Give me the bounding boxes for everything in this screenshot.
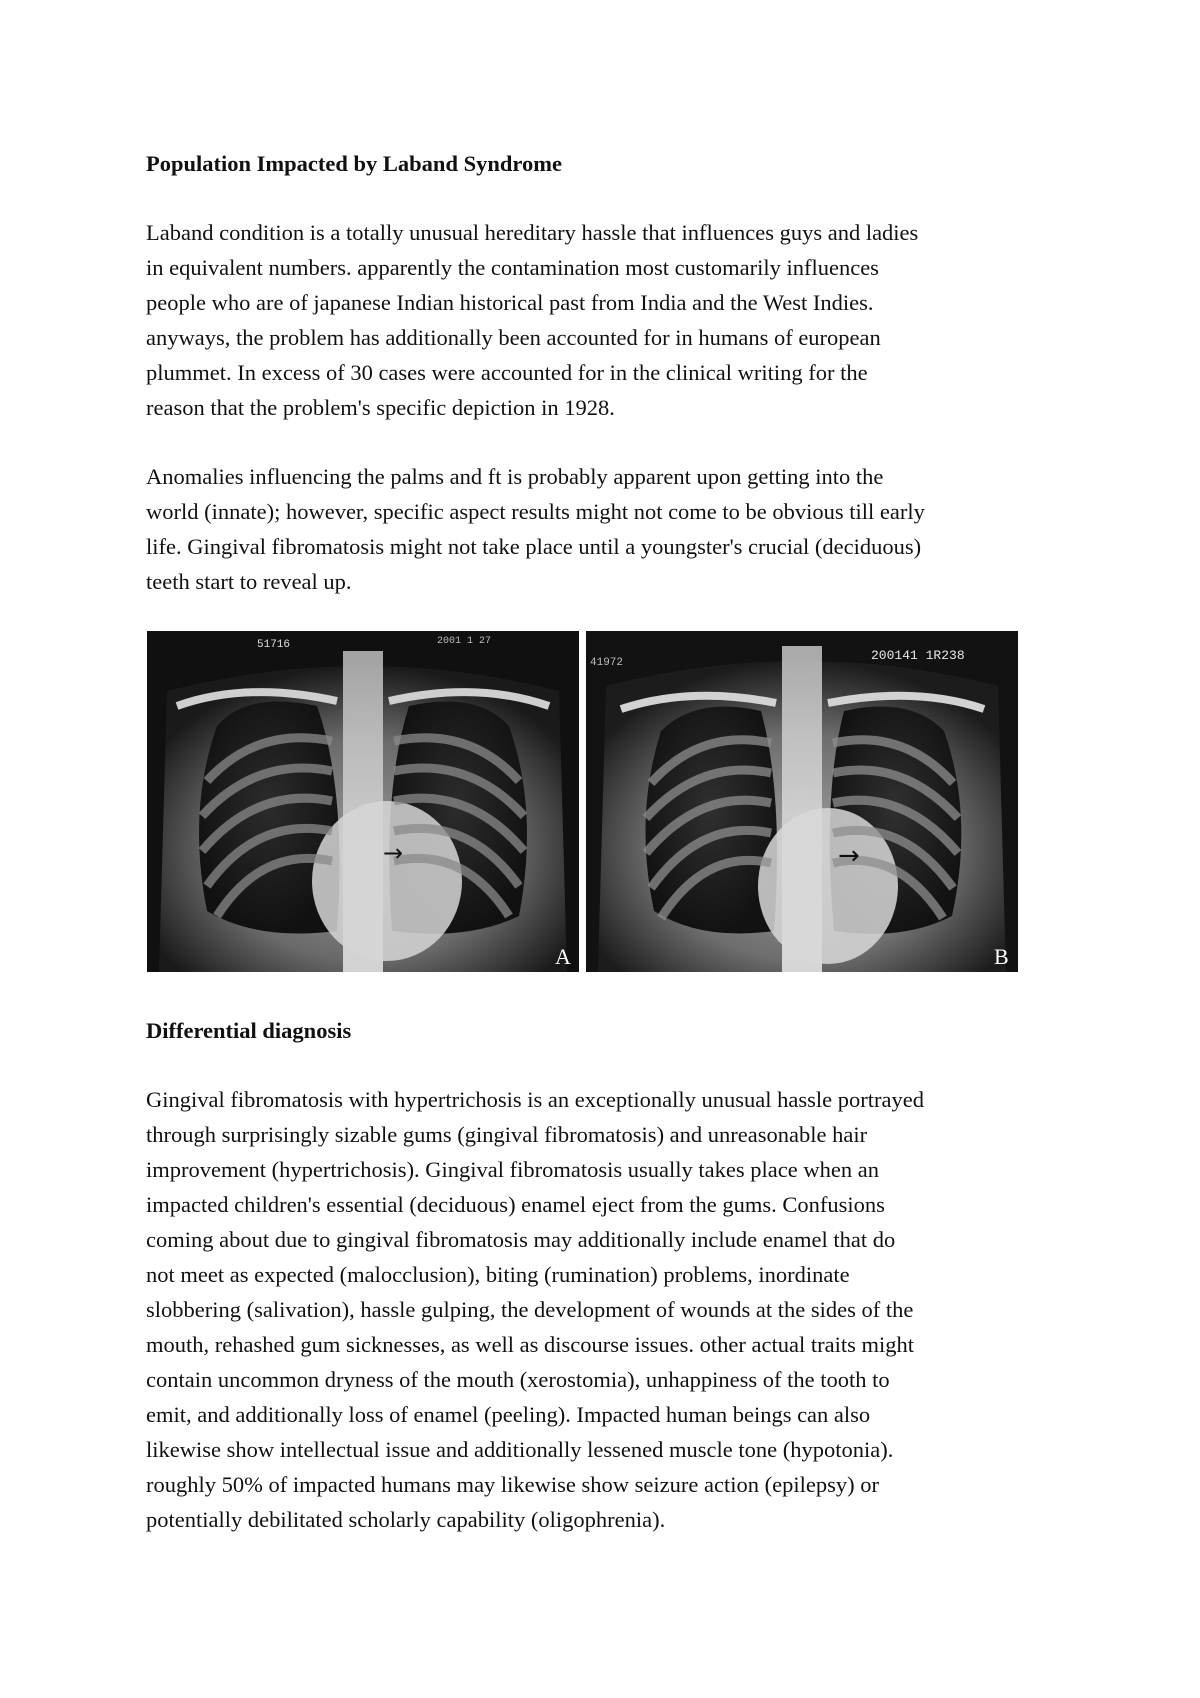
paragraph-differential-diagnosis	[146, 1082, 1066, 1537]
text-line: teeth start to reveal up.	[146, 569, 352, 594]
xray-a-arrow-icon: →	[383, 839, 404, 867]
section-heading-differential-diagnosis: Differential diagnosis	[146, 1018, 352, 1043]
text-line: Laband condition is a totally unusual hereditary hassle that influences guys and ladies	[146, 220, 919, 245]
xray-b-stamp-left: 41972	[590, 657, 624, 669]
text-line: emit, and additionally loss of enamel (peeling). Impacted human beings can also	[146, 1402, 871, 1427]
text-line: slobbering (salivation), hassle gulping, the development of wounds at the sides of the	[146, 1297, 914, 1322]
paragraph-anomalies	[146, 459, 1066, 599]
text-line: anyways, the problem has additionally been accounted for in humans of european	[146, 325, 881, 350]
text-line: mouth, rehashed gum sicknesses, as well as discourse issues. other actual traits might	[146, 1332, 914, 1357]
section-heading-population: Population Impacted by Laband Syndrome	[146, 151, 562, 176]
xray-b-label: B	[994, 944, 1009, 969]
text-line: reason that the problem's specific depiction in 1928.	[146, 395, 615, 420]
text-line: in equivalent numbers. apparently the contamination most customarily influences	[146, 255, 879, 280]
xray-b-arrow-icon: →	[838, 841, 860, 871]
xray-a-stamp-left: 51716	[257, 639, 291, 651]
text-line: life. Gingival fibromatosis might not take place until a youngster's crucial (deciduous)	[146, 534, 922, 559]
text-line: roughly 50% of impacted humans may likewise show seizure action (epilepsy) or	[146, 1472, 879, 1497]
text-line: coming about due to gingival fibromatosis may additionally include enamel that do	[146, 1227, 896, 1252]
text-line: improvement (hypertrichosis). Gingival fibromatosis usually takes place when an	[146, 1157, 879, 1182]
xray-image-b	[586, 631, 1018, 972]
text-line: world (innate); however, specific aspect results might not come to be obvious till early	[146, 499, 925, 524]
text-line: impacted children's essential (deciduous) enamel eject from the gums. Confusions	[146, 1192, 885, 1217]
paragraph-population-intro	[146, 215, 1066, 425]
text-line: Gingival fibromatosis with hypertrichosis is an exceptionally unusual hassle portrayed	[146, 1087, 924, 1112]
text-line: contain uncommon dryness of the mouth (xerostomia), unhappiness of the tooth to	[146, 1367, 890, 1392]
text-line: not meet as expected (malocclusion), biting (rumination) problems, inordinate	[146, 1262, 850, 1287]
text-line: through surprisingly sizable gums (gingival fibromatosis) and unreasonable hair	[146, 1122, 868, 1147]
text-line: people who are of japanese Indian historical past from India and the West Indies.	[146, 290, 874, 315]
text-line: plummet. In excess of 30 cases were accounted for in the clinical writing for the	[146, 360, 868, 385]
text-line: potentially debilitated scholarly capability (oligophrenia).	[146, 1507, 666, 1532]
text-line: likewise show intellectual issue and additionally lessened muscle tone (hypotonia).	[146, 1437, 894, 1462]
text-line: Anomalies influencing the palms and ft is probably apparent upon getting into the	[146, 464, 884, 489]
xray-a-stamp-right: 2001 1 27	[437, 636, 492, 647]
xray-a-label: A	[555, 944, 571, 969]
xray-image-a	[147, 631, 579, 972]
xray-b-stamp-right: 200141 1R238	[871, 648, 965, 663]
